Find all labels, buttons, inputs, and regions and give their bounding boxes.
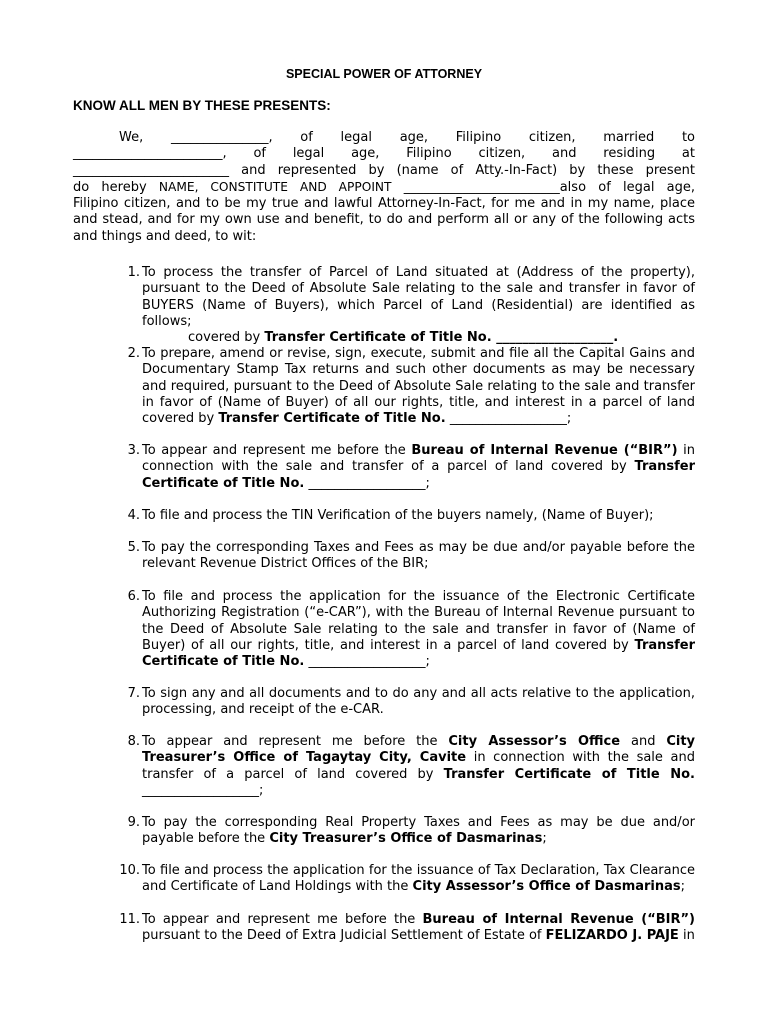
intro-line-2: _______________________, of legal age, Filipino citizen, and residing at <box>73 146 695 162</box>
item-text-pre: To appear and represent me before the <box>142 912 416 927</box>
item-bold-3: Transfer Certificate of Title No. <box>443 766 695 782</box>
list-item-5 <box>113 540 695 573</box>
item-bold-1: Bureau of Internal Revenue (“BIR”) <box>422 912 695 927</box>
item-body <box>142 815 695 848</box>
list-item-1 <box>113 265 695 346</box>
item-body <box>142 265 695 346</box>
item-number: 11. <box>119 912 140 927</box>
document-heading: KNOW ALL MEN BY THESE PRESENTS: <box>73 98 331 113</box>
item-body <box>142 912 695 945</box>
intro-line-4b: NAME, CONSTITUTE AND APPOINT <box>158 179 392 194</box>
item-body <box>142 540 695 573</box>
intro-line-4 <box>73 179 695 196</box>
item-body <box>142 443 695 492</box>
item-number: 8. <box>127 734 140 749</box>
list-item-8 <box>113 734 695 799</box>
item-text: To file and process the application for the issuance of the Electronic Certificate Authorizing Registration (“e-CAR”), with the Bureau of Internal Revenue pursuant to the Deed of Absolute Sale relating to the sale and transfer in favor of (Name of Buyer) of all our rights, title, and interest in a parcel of land covered by <box>142 589 695 653</box>
item-tail: ; <box>542 831 547 847</box>
item-text: To file and process the TIN Verification of the buyers namely, (Name of Buyer); <box>142 508 654 523</box>
item-body <box>142 863 695 896</box>
item-bold-1: City Assessor’s Office <box>448 734 621 749</box>
item-number: 7. <box>127 686 140 701</box>
item-body <box>142 686 695 719</box>
item-number: 6. <box>127 589 140 604</box>
item-number: 9. <box>127 815 140 830</box>
item-bold: Transfer Certificate of Title No. __________________. <box>264 330 619 346</box>
item-bold: City Assessor’s Office of Dasmarinas <box>412 879 681 895</box>
item-number: 2. <box>127 346 140 361</box>
list-item-7 <box>113 686 695 719</box>
intro-rest: Filipino citizen, and to be my true and lawful Attorney-In-Fact, for me and in my name, place and stead, and for my own use and benefit, to do and perform all or any of the following acts and things and deed, to wit: <box>73 196 695 244</box>
item-body <box>142 346 695 427</box>
item-bold-2: FELIZARDO J. PAJE <box>545 928 679 944</box>
item-text-mid: in connection with the sale and transfer of a parcel of land covered by <box>142 443 695 475</box>
intro-line-4c: ________________________also of legal age, <box>403 179 696 195</box>
list-item-4 <box>113 508 695 524</box>
item-number: 1. <box>127 265 140 280</box>
item-tail: __________________; <box>142 782 264 798</box>
item-text: To pay the corresponding Taxes and Fees as may be due and/or payable before the relevant Revenue District Offices of the BIR; <box>142 540 695 572</box>
item-text-a: covered by <box>188 330 261 346</box>
item-number: 5. <box>127 540 140 555</box>
item-number: 3. <box>127 443 140 458</box>
list-item-9 <box>113 815 695 848</box>
item-indented-line <box>142 330 695 346</box>
item-bold-1: Bureau of Internal Revenue (“BIR”) <box>411 443 678 458</box>
item-tail: __________________; <box>308 475 430 491</box>
item-bold-2: City Treasurer’s Office of Tagaytay City, Cavite <box>142 734 696 766</box>
item-text: To sign any and all documents and to do any and all acts relative to the application, processing, and receipt of the e-CAR. <box>142 686 695 718</box>
list-item-2 <box>113 346 695 427</box>
intro-line-1: We, _______________, of legal age, Filipino citizen, married to <box>119 130 695 145</box>
item-text-pre: To appear and represent me before the <box>142 443 406 458</box>
item-text: To pay the corresponding Real Property Taxes and Fees as may be due and/or payable before the <box>142 815 695 847</box>
intro-line-3: ________________________ and represented by (name of Atty.-In-Fact) by these present <box>73 162 695 178</box>
item-tail: __________________; <box>449 411 572 427</box>
item-text-and: and <box>630 734 656 749</box>
item-text-mid: pursuant to the Deed of Extra Judicial Settlement of Estate of <box>142 928 542 944</box>
item-body <box>142 589 695 670</box>
list-item-10 <box>113 863 695 896</box>
item-bold-2: Transfer Certificate of Title No. <box>142 459 695 491</box>
item-body <box>142 508 695 524</box>
item-bold: Transfer Certificate of Title No. <box>142 637 695 670</box>
document-title: SPECIAL POWER OF ATTORNEY <box>285 67 483 81</box>
item-number: 10. <box>119 863 140 878</box>
item-number: 4. <box>127 508 140 523</box>
item-text-pre: To appear and represent me before the <box>142 734 438 749</box>
item-bold: Transfer Certificate of Title No. <box>218 411 446 427</box>
list-item-6 <box>113 589 695 670</box>
list-item-3 <box>113 443 695 492</box>
intro-paragraph <box>73 130 695 245</box>
item-bold: City Treasurer’s Office of Dasmarinas <box>269 831 543 847</box>
item-text: To process the transfer of Parcel of Land situated at (Address of the property), pursuant to the Deed of Absolute Sale relating to the sale and transfer in favor of BUYERS (Name of Buyers), which Parcel of Land (Residential) are identified as follows; <box>142 265 695 329</box>
item-body <box>142 734 695 799</box>
list-item-11 <box>113 912 695 945</box>
item-tail: ; <box>680 879 686 895</box>
intro-line-4a: do hereby <box>73 179 147 195</box>
item-text: To file and process the application for the issuance of Tax Declaration, Tax Clearance and Certificate of Land Holdings with the <box>142 863 695 895</box>
item-text-mid: in connection with the sale and transfer of a parcel of land covered by <box>142 750 695 782</box>
item-tail: __________________; <box>308 654 430 670</box>
item-text: To prepare, amend or revise, sign, execute, submit and file all the Capital Gains and Documentary Stamp Tax returns and such other documents as may be necessary and required, pursuant to the Deed of Absolute Sale relating to the sale and transfer in favor of (Name of Buyer) of all our rights, title, and interest in a parcel of land covered by <box>142 346 695 427</box>
item-tail: in <box>682 928 695 944</box>
